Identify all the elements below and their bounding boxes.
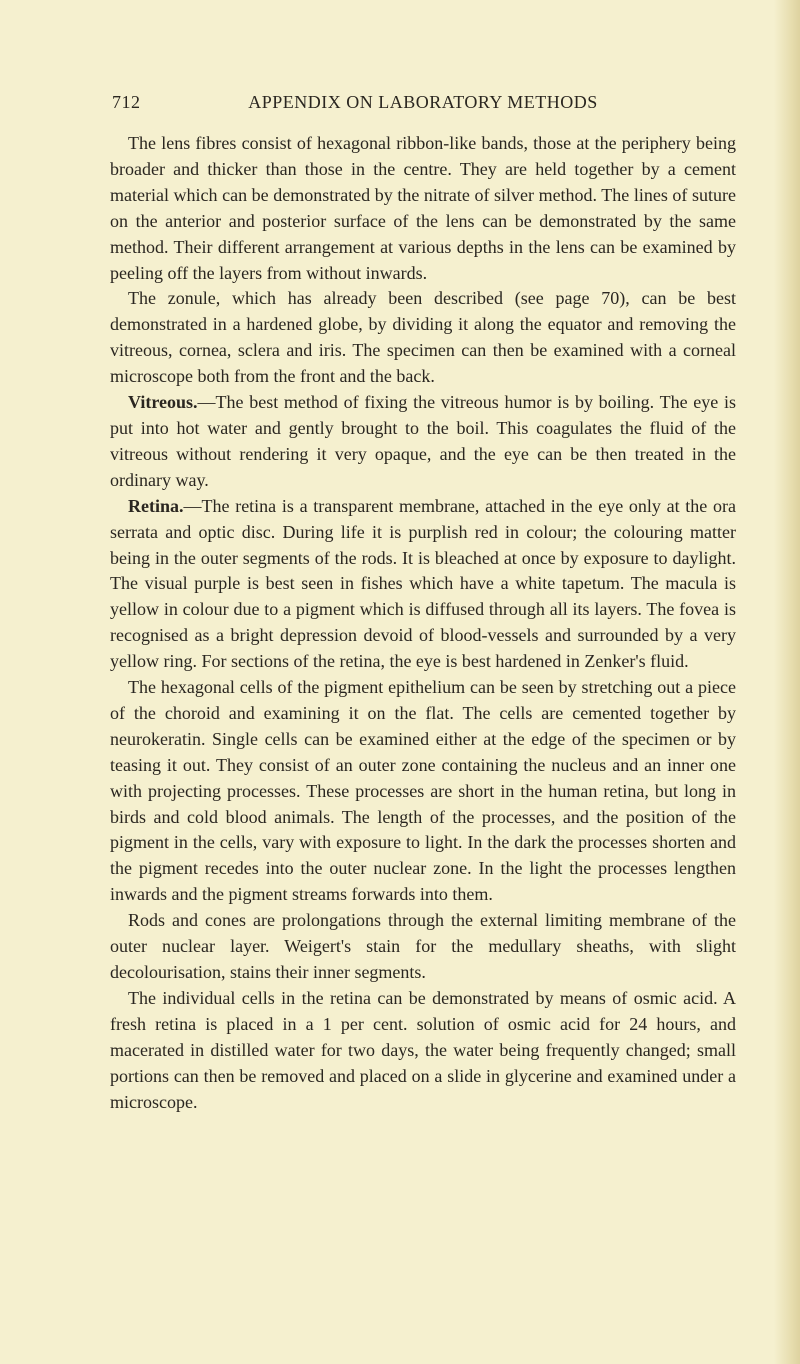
paragraph-zonule: The zonule, which has already been described (see page 70), can be best demonstrated in a hardened globe, by dividing it along the equator and removing the vitreous, cornea, sclera and iris. The specimen can then be examined with a corneal microscope both from the front and the back. bbox=[110, 288, 736, 387]
paragraph-retina: Retina.—The retina is a transparent membrane, attached in the eye only at the ora serrata and optic disc. During life it is purplish red in colour; the colouring matter being in the outer segments of the rods. It is bleached at once by exposure to daylight. The visual purple is best seen in fishes which have a white tapetum. The macula is yellow in colour due to a pigment which is diffused through all its layers. The fovea is recognised as a bright depression devoid of blood-vessels and surrounded by a very yellow ring. For sections of the retina, the eye is best hardened in Zenker's fluid. bbox=[110, 495, 736, 672]
section-heading-retina: Retina. bbox=[128, 495, 184, 516]
paragraph-rods-cones: Rods and cones are prolongations through the external limiting membrane of the outer nuclear layer. Weigert's stain for the medullary sheaths, with slight decolourisation, stains their inner segments. bbox=[110, 910, 736, 982]
body-text bbox=[110, 131, 736, 1115]
paragraph-osmic-acid: The individual cells in the retina can be demonstrated by means of osmic acid. A fresh retina is placed in a 1 per cent. solution of osmic acid for 24 hours, and macerated in distilled water for two days, the water being frequently changed; small portions can then be removed and placed on a slide in glycerine and examined under a microscope. bbox=[110, 987, 736, 1112]
running-head-title: APPENDIX ON LABORATORY METHODS bbox=[248, 92, 598, 112]
paragraph-lens-fibres: The lens fibres consist of hexagonal ribbon-like bands, those at the periphery being broader and thicker than those in the centre. They are held together by a cement material which can be demonstrated by the nitrate of silver method. The lines of suture on the anterior and posterior surface of the lens can be demonstrated by the same method. Their different arrangement at various depths in the lens can be examined by peeling off the layers from without inwards. bbox=[110, 133, 736, 283]
running-head bbox=[110, 92, 736, 122]
book-page bbox=[110, 0, 736, 1115]
page-edge-shadow bbox=[774, 0, 800, 1364]
paragraph-pigment-epithelium: The hexagonal cells of the pigment epithelium can be seen by stretching out a piece of the choroid and examining it on the flat. The cells are cemented together by neurokeratin. Single cells can be examined either at the edge of the specimen or by teasing it out. They consist of an outer zone containing the nucleus and an inner one with projecting processes. These processes are short in the human retina, but long in birds and cold blood animals. The length of the processes, and the position of the pigment in the cells, vary with exposure to light. In the dark the processes shorten and the pigment recedes into the outer nuclear zone. In the light the processes lengthen inwards and the pigment streams forwards into them. bbox=[110, 677, 736, 905]
section-heading-vitreous: Vitreous. bbox=[128, 392, 198, 413]
paragraph-vitreous: Vitreous.—The best method of fixing the vitreous humor is by boiling. The eye is put into hot water and gently brought to the boil. This coagulates the fluid of the vitreous without rendering it very opaque, and the eye can be then treated in the ordinary way. bbox=[110, 392, 736, 490]
page-number: 712 bbox=[112, 92, 141, 112]
